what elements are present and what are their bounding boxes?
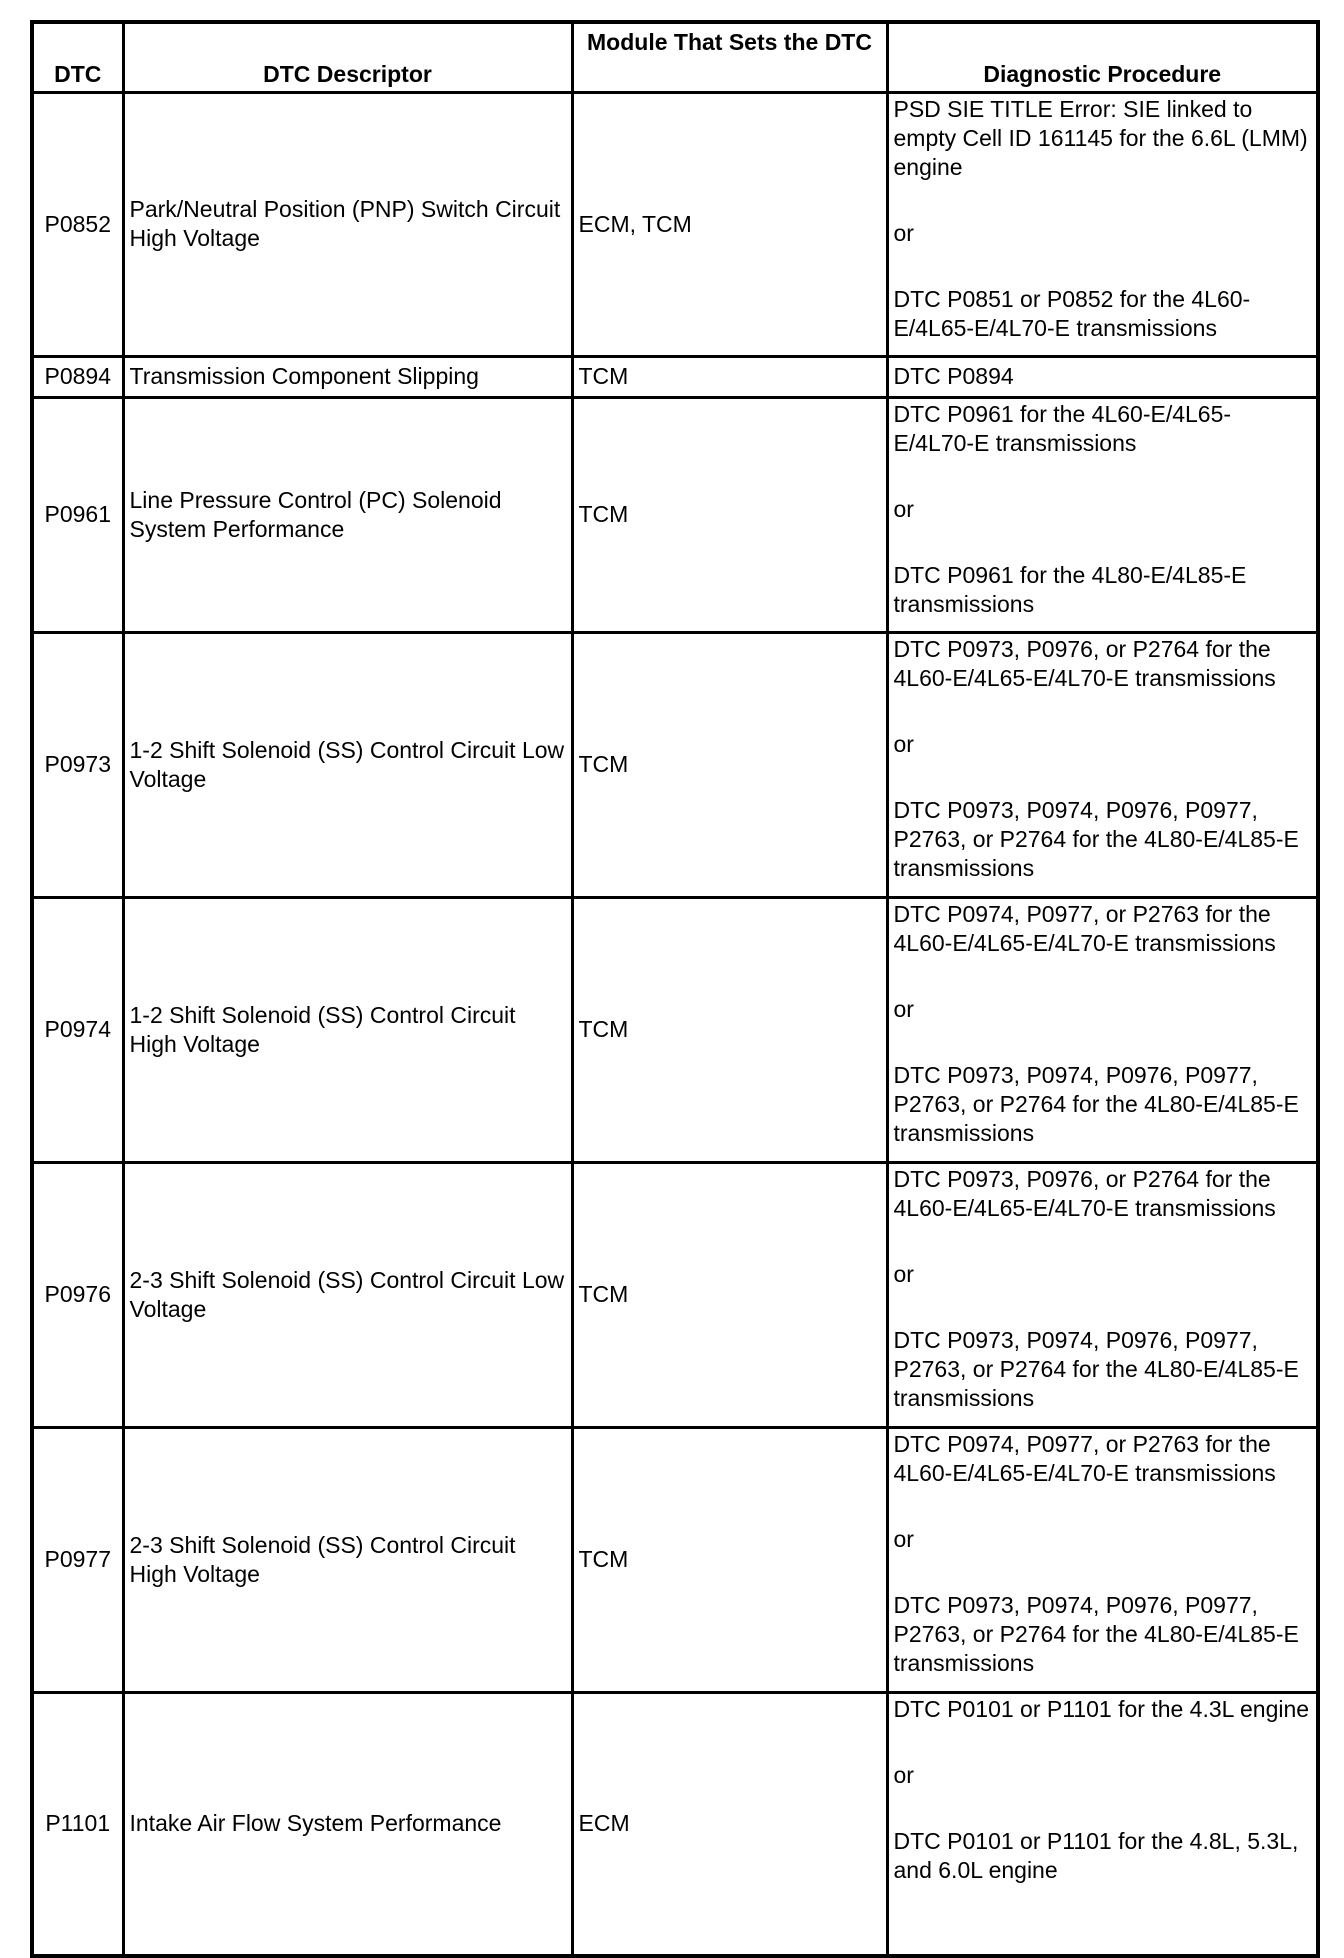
dtc-code: P0973 [32,632,123,897]
procedure-or: or [893,495,914,522]
dtc-module: TCM [572,1162,887,1427]
dtc-code: P0976 [32,1162,123,1427]
diagnostic-procedure [887,1427,1318,1692]
procedure-first: DTC P0101 or P1101 for the 4.3L engine [893,1695,1310,1722]
table-row [32,897,1318,1162]
table-row [32,92,1318,356]
header-descriptor: DTC Descriptor [123,22,572,92]
dtc-code: P0974 [32,897,123,1162]
procedure-first: DTC P0973, P0976, or P2764 for the 4L60-E/4L65-E/4L70-E transmissions [893,1165,1276,1221]
procedure-or: or [893,1525,914,1552]
dtc-descriptor: Park/Neutral Position (PNP) Switch Circuit High Voltage [123,92,572,356]
diagnostic-procedure [887,897,1318,1162]
procedure-first: DTC P0974, P0977, or P2763 for the 4L60-E/4L65-E/4L70-E transmissions [893,1430,1276,1486]
procedure-second: DTC P0973, P0974, P0976, P0977, P2763, or P2764 for the 4L80-E/4L85-E transmissions [893,1061,1299,1146]
dtc-code: P0977 [32,1427,123,1692]
procedure-or: or [893,1761,914,1788]
procedure-second: DTC P0973, P0974, P0976, P0977, P2763, or P2764 for the 4L80-E/4L85-E transmissions [893,1591,1299,1676]
dtc-module: TCM [572,397,887,632]
dtc-descriptor: 2-3 Shift Solenoid (SS) Control Circuit Low Voltage [123,1162,572,1427]
procedure-first: PSD SIE TITLE Error: SIE linked to empty Cell ID 161145 for the 6.6L (LMM) engine [893,95,1308,180]
table-row [32,356,1318,397]
table-row [32,1427,1318,1692]
dtc-code: P1101 [32,1692,123,1956]
procedure-first: DTC P0961 for the 4L60-E/4L65-E/4L70-E transmissions [893,400,1232,456]
procedure-or: or [893,995,914,1022]
dtc-module: ECM, TCM [572,92,887,356]
header-dtc: DTC [32,22,123,92]
dtc-module: ECM [572,1692,887,1956]
table-row [32,1692,1318,1956]
table-row [32,1162,1318,1427]
diagnostic-procedure [887,1692,1318,1956]
procedure-second: DTC P0101 or P1101 for the 4.8L, 5.3L, and 6.0L engine [893,1827,1299,1883]
dtc-descriptor: Intake Air Flow System Performance [123,1692,572,1956]
table-row [32,397,1318,632]
procedure-or: or [893,730,914,757]
dtc-code: P0852 [32,92,123,356]
diagnostic-procedure [887,632,1318,897]
header-procedure: Diagnostic Procedure [887,22,1318,92]
procedure-first: DTC P0973, P0976, or P2764 for the 4L60-E/4L65-E/4L70-E transmissions [893,635,1276,691]
dtc-descriptor: Line Pressure Control (PC) Solenoid System Performance [123,397,572,632]
dtc-table [30,20,1320,1958]
procedure-second: DTC P0973, P0974, P0976, P0977, P2763, or P2764 for the 4L80-E/4L85-E transmissions [893,1326,1299,1411]
header-row [32,22,1318,92]
dtc-descriptor: 1-2 Shift Solenoid (SS) Control Circuit Low Voltage [123,632,572,897]
dtc-module: TCM [572,1427,887,1692]
procedure-or: or [893,219,914,246]
dtc-module: TCM [572,356,887,397]
procedure-or: or [893,1260,914,1287]
diagnostic-procedure [887,1162,1318,1427]
dtc-descriptor: Transmission Component Slipping [123,356,572,397]
dtc-descriptor: 2-3 Shift Solenoid (SS) Control Circuit High Voltage [123,1427,572,1692]
procedure-first: DTC P0974, P0977, or P2763 for the 4L60-E/4L65-E/4L70-E transmissions [893,900,1276,956]
procedure-second: DTC P0851 or P0852 for the 4L60-E/4L65-E/4L70-E transmissions [893,285,1251,341]
procedure-second: DTC P0961 for the 4L80-E/4L85-E transmissions [893,561,1247,617]
dtc-code: P0961 [32,397,123,632]
procedure-second: DTC P0973, P0974, P0976, P0977, P2763, or P2764 for the 4L80-E/4L85-E transmissions [893,796,1299,881]
header-module: Module That Sets the DTC [572,22,887,92]
procedure-first: DTC P0894 [893,363,1014,389]
dtc-module: TCM [572,897,887,1162]
diagnostic-procedure [887,92,1318,356]
diagnostic-procedure [887,397,1318,632]
dtc-module: TCM [572,632,887,897]
dtc-code: P0894 [32,356,123,397]
diagnostic-procedure [887,356,1318,397]
dtc-descriptor: 1-2 Shift Solenoid (SS) Control Circuit High Voltage [123,897,572,1162]
table-row [32,632,1318,897]
